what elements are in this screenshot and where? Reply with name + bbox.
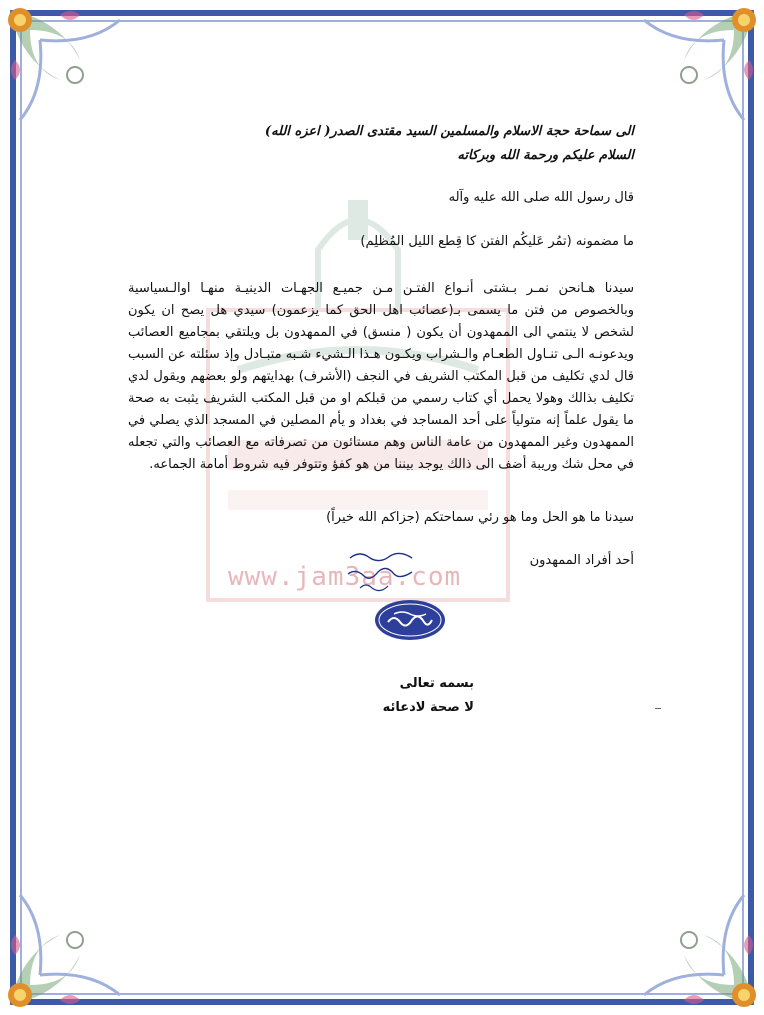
reply-heading: بسمه تعالى — [399, 676, 474, 691]
corner-ornament-bottom-left — [0, 865, 150, 1015]
hadith-text: ما مضمونه (تمُر عَليكُم الفتن كا قِطع الليل المُظلِم) — [360, 234, 634, 249]
hadith-intro: قال رسول الله صلى الله عليه وآله — [448, 190, 634, 205]
corner-ornament-top-right — [614, 0, 764, 150]
signer-name: أحد أفراد الممهدون — [529, 553, 634, 568]
letter-body: سيدنا هـانحن نمـر بـشتى أنـواع الفتـن مـن جميـع الجهـات الدينيـة منهـا اوالـسياسية وبالخصوص من فتن ما يسمى بـ(عصائب اهل الحق كما يزعمون) سيدي هل يصح ان يكون لشخص لا ينتمي الى الممهدون أن يكون ( منسق) في الممهدون بل ويلتقي بمجاميع العصائب ويدعونـه الـى تنـاول الطعـام والـشراب ويكـون هـذا الـشيء شـبه متبـادل وإذ سئلته عن السبب قال لدي تكليف من قبل المكتب الشريف في النجف (الأشرف) بهدايتهم ولو بعضهم ويقول لدي تكليف بذالك وهولا يحمل أي كتاب رسمي من قبلكم او من قبل المكتب الشريف يثبت به صحة ما يقول علماً إنه متولياً على أحد المساجد في بغداد و يأم المصلين في المسجد الذي يصلي في الممهدون وغير الممهدون من عامة الناس وهم مستائون من تصرفاته مع العصائب والتي تجعله في محل شك وريبة أضف الى ذالك يوجد بيننا من هو كفؤ وتتوفر فيه شروط أمامة الجماعه. — [128, 281, 634, 472]
salutation-line-1: الى سماحة حجة الاسلام والمسلمين السيد مقتدى الصدر( اعزه الله) — [264, 124, 634, 139]
watermark-url: www.jam3aa.com — [228, 562, 462, 592]
stray-mark — [655, 708, 661, 709]
letter-question: سيدنا ما هو الحل وما هو رئي سماحتكم (جزاكم الله خيراً) — [326, 510, 634, 525]
reply-verdict: لا صحة لادعائه — [382, 700, 474, 715]
corner-ornament-bottom-right — [614, 865, 764, 1015]
handwritten-signature — [340, 540, 420, 600]
salutation-line-2: السلام عليكم ورحمة الله وبركاته — [457, 148, 634, 163]
official-seal — [374, 598, 446, 642]
corner-ornament-top-left — [0, 0, 150, 150]
